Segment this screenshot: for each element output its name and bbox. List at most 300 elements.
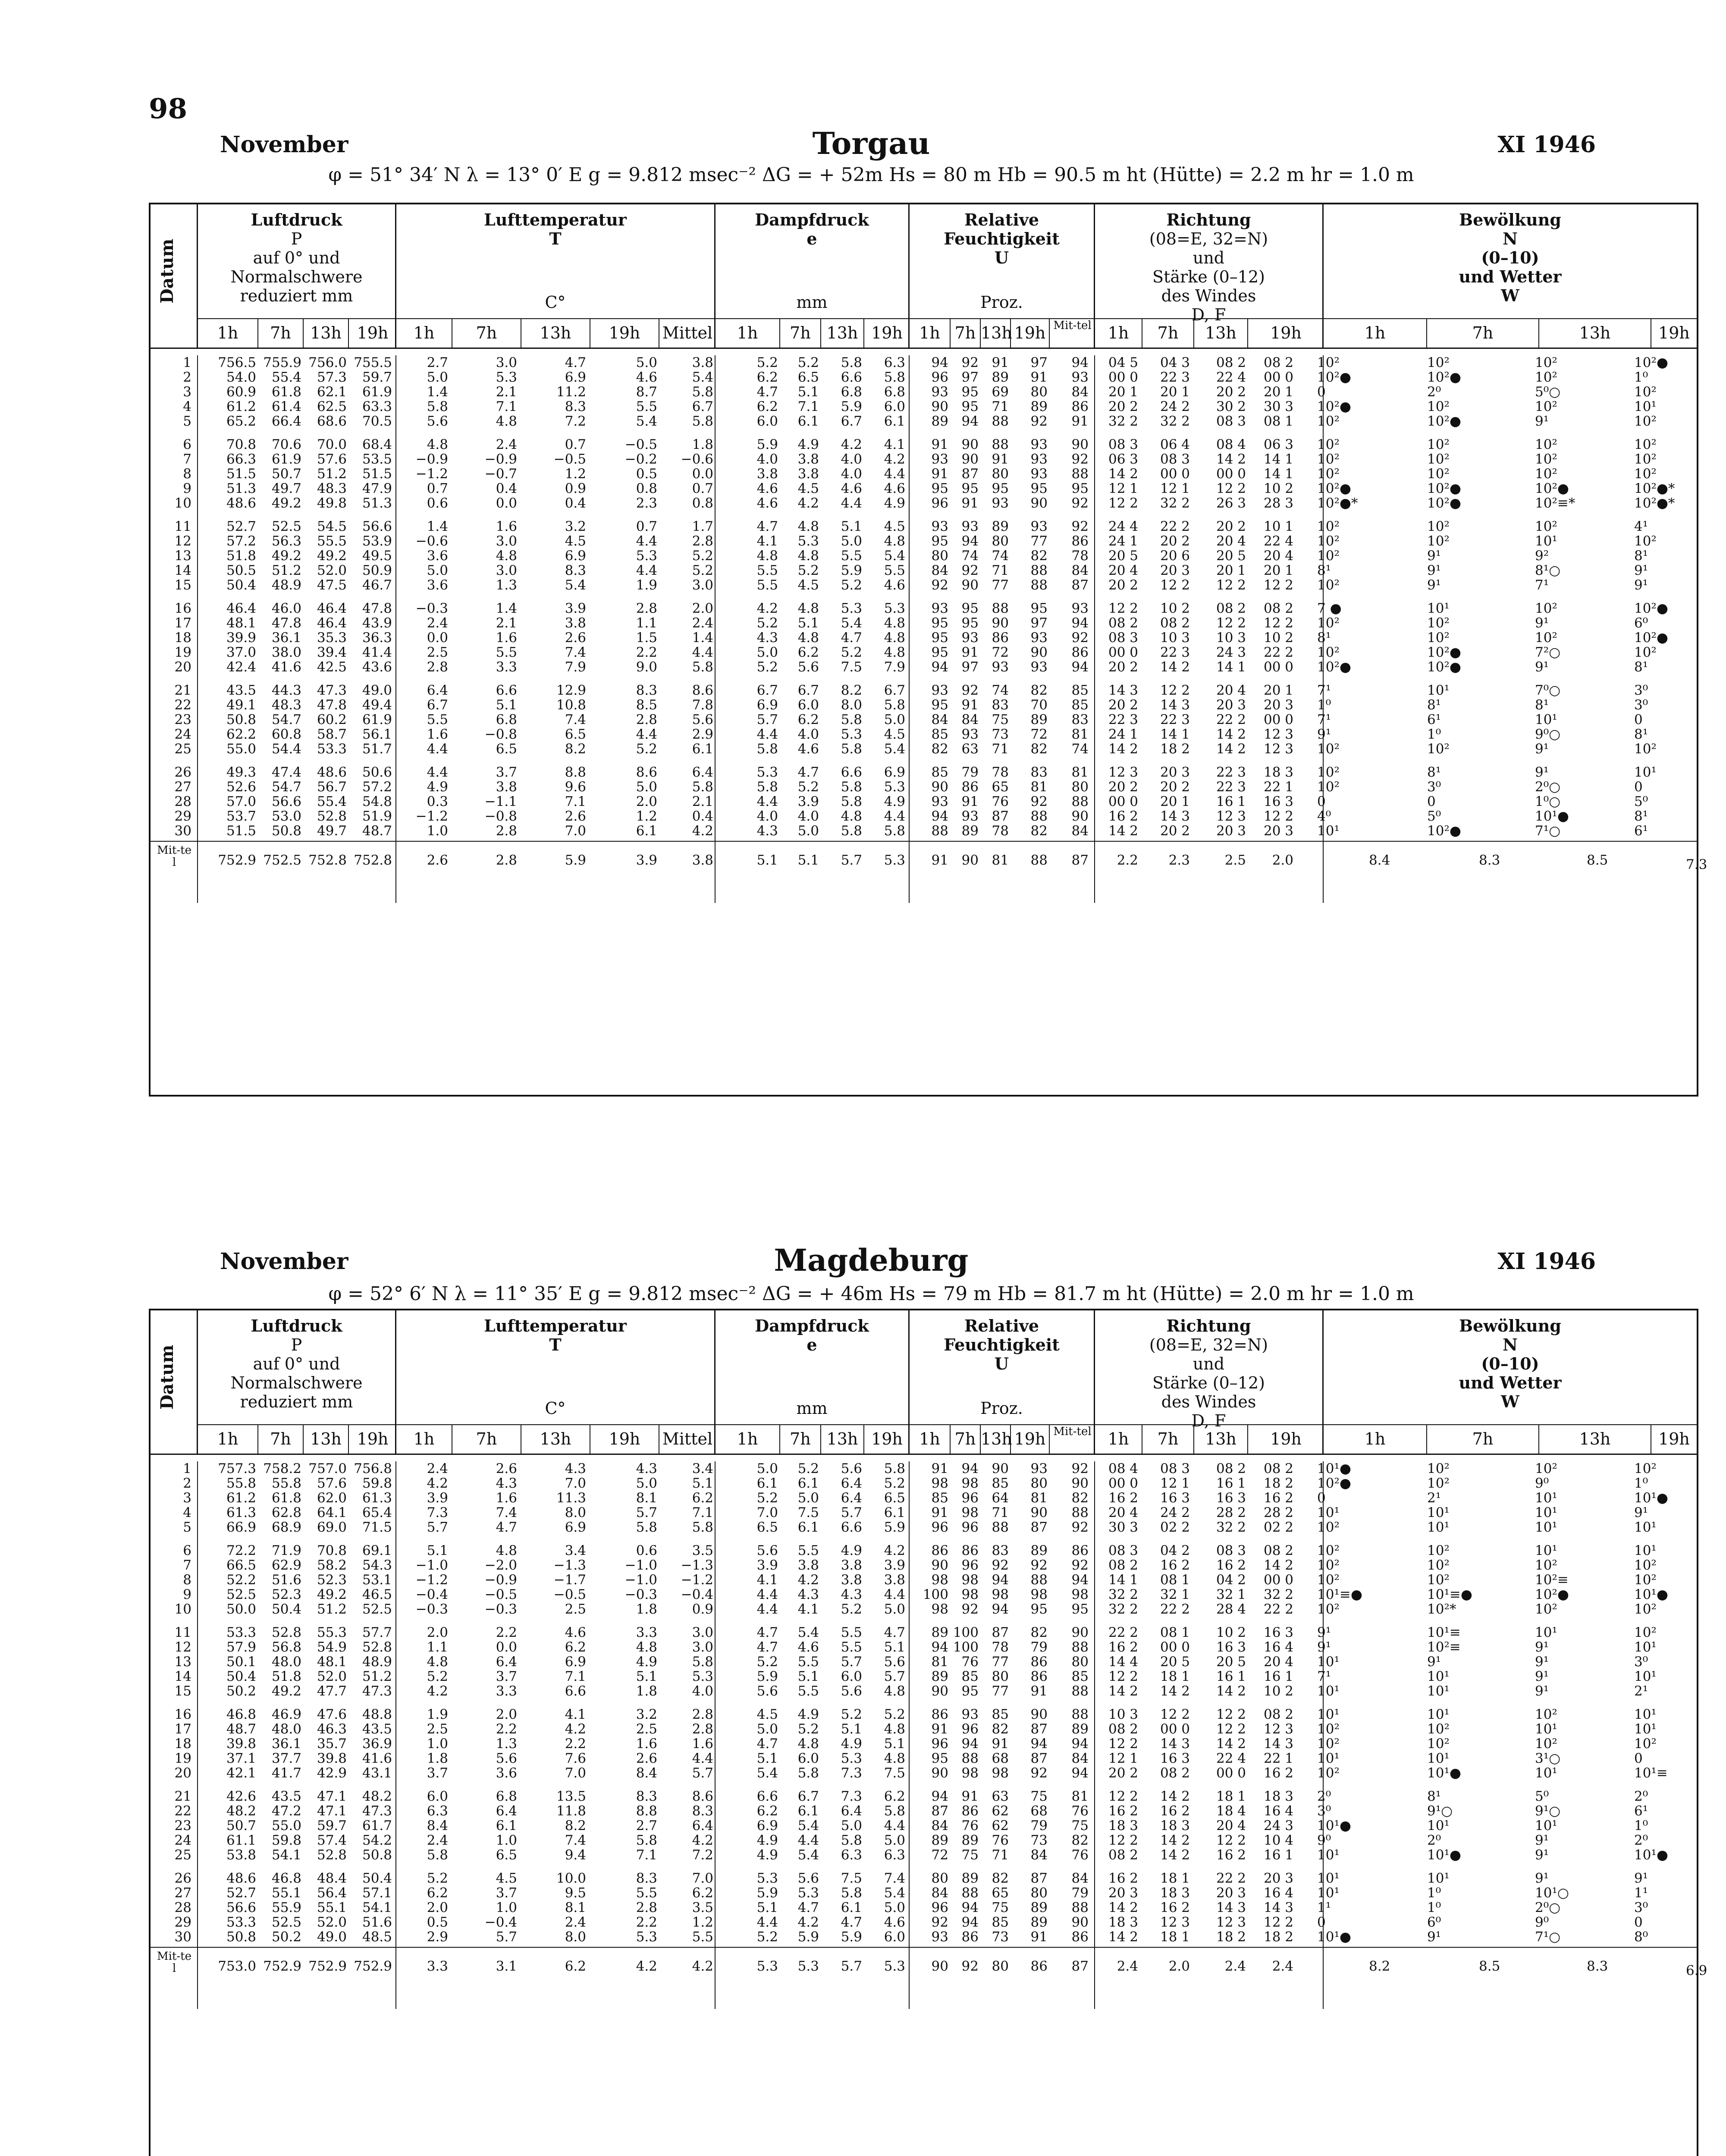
- table-cell: 10²: [1535, 1601, 1557, 1617]
- table-row: [151, 1684, 1697, 1698]
- table-cell: 9: [183, 1587, 191, 1602]
- table-cell: 20 3: [1263, 823, 1293, 839]
- table-cell: 18 2: [1263, 1929, 1293, 1945]
- table-cell: 85: [961, 1669, 979, 1684]
- table-cell: 2.4: [427, 1461, 448, 1476]
- table-cell: 94: [961, 533, 979, 549]
- hour-subheader: [1095, 318, 1322, 348]
- table-cell: 96: [961, 1557, 979, 1573]
- table-cell: 7.4: [565, 712, 586, 727]
- table-row: [151, 578, 1697, 592]
- table-cell: 3.9: [884, 1557, 905, 1573]
- table-cell: 95: [1071, 1601, 1089, 1617]
- table-cell: 7: [183, 451, 191, 467]
- table-cell: 10²●: [1317, 481, 1351, 496]
- table-cell: 3.8: [565, 615, 586, 631]
- table-cell: 10²●: [1427, 659, 1461, 675]
- table-cell: 5.6: [841, 1683, 862, 1699]
- table-cell: 80: [1030, 384, 1048, 400]
- table-cell: 6.7: [841, 414, 862, 429]
- table-cell: 2.8: [692, 533, 713, 549]
- table-cell: 91: [961, 794, 979, 809]
- luftdruck-header: [198, 204, 396, 348]
- table-cell: 17: [174, 615, 191, 631]
- table-cell: 82: [931, 741, 948, 757]
- table-cell: 6.9: [565, 370, 586, 385]
- table-cell: 91: [931, 1461, 948, 1476]
- table-cell: 5.3: [841, 601, 862, 616]
- table-row: [151, 1804, 1697, 1818]
- table-cell: 4.2: [427, 1683, 448, 1699]
- mean-cell: 6.9: [1686, 1963, 1707, 1978]
- table-cell: 8.4: [427, 1818, 448, 1833]
- table-cell: 10¹: [1535, 1625, 1557, 1640]
- table-cell: −0.9: [484, 451, 517, 467]
- table-cell: 10²: [1317, 765, 1340, 780]
- table-cell: 5.2: [756, 1490, 778, 1506]
- table-cell: 10: [174, 495, 191, 511]
- table-cell: 08 2: [1263, 1461, 1293, 1476]
- table-cell: 6.9: [756, 697, 778, 713]
- table-cell: 47.4: [271, 765, 301, 780]
- table-cell: 5.3: [841, 727, 862, 742]
- table-cell: 8: [183, 466, 191, 482]
- table-cell: 4.4: [692, 645, 713, 660]
- table-cell: 10¹●: [1427, 1765, 1461, 1781]
- table-cell: 12 2: [1216, 1721, 1246, 1737]
- table-cell: 90: [1071, 808, 1089, 824]
- table-cell: 18 3: [1160, 1818, 1190, 1833]
- table-row: [151, 1669, 1697, 1684]
- table-cell: 94: [1071, 1572, 1089, 1588]
- table-cell: 86: [1071, 533, 1089, 549]
- table-cell: 11.3: [556, 1490, 586, 1506]
- table-cell: 32 1: [1160, 1587, 1190, 1602]
- table-cell: 5.3: [797, 533, 819, 549]
- table-cell: 98: [931, 1572, 948, 1588]
- table-cell: 10¹: [1317, 1871, 1340, 1886]
- table-cell: 88: [1030, 563, 1048, 578]
- table-cell: 3.8: [692, 355, 713, 370]
- table-cell: 43.5: [362, 1721, 392, 1737]
- table-cell: 53.7: [226, 808, 256, 824]
- table-cell: 9¹○: [1535, 1803, 1561, 1819]
- table-cell: 43.5: [226, 683, 256, 698]
- table-cell: 85: [992, 1915, 1009, 1930]
- table-row: [151, 645, 1697, 660]
- table-cell: 55.9: [271, 1900, 301, 1915]
- table-cell: 9¹: [1535, 414, 1549, 429]
- table-cell: 12 2: [1216, 577, 1246, 593]
- table-cell: 5.8: [884, 823, 905, 839]
- table-cell: 46.8: [271, 1871, 301, 1886]
- table-cell: 57.2: [226, 533, 256, 549]
- table-cell: 2.8: [636, 1900, 657, 1915]
- table-cell: 14 2: [1216, 1736, 1246, 1752]
- table-cell: 5.4: [884, 1885, 905, 1901]
- table-cell: 1⁰: [1634, 1818, 1648, 1833]
- table-cell: 10²: [1634, 1736, 1657, 1752]
- hour-label: 19h: [590, 1425, 659, 1454]
- table-cell: 14 2: [1108, 466, 1138, 482]
- table-cell: 08 4: [1108, 1461, 1138, 1476]
- table-cell: 4.8: [841, 808, 862, 824]
- table-cell: 9¹: [1535, 1871, 1549, 1886]
- table-cell: 47.3: [317, 683, 347, 698]
- table-cell: 58.7: [317, 727, 347, 742]
- table-cell: 3.7: [427, 1765, 448, 1781]
- table-cell: 44.3: [271, 683, 301, 698]
- table-row: [151, 1625, 1697, 1640]
- table-cell: 85: [1071, 1669, 1089, 1684]
- table-cell: 2.8: [692, 1707, 713, 1722]
- table-cell: 4.6: [841, 481, 862, 496]
- table-cell: 49.0: [317, 1929, 347, 1945]
- table-cell: 3.3: [496, 1683, 517, 1699]
- table-cell: 22 4: [1216, 1751, 1246, 1766]
- table-cell: 6.2: [692, 1885, 713, 1901]
- table-cell: 78: [992, 765, 1009, 780]
- table-cell: 87: [1071, 577, 1089, 593]
- table-cell: 6.4: [427, 683, 448, 698]
- table-cell: 9¹: [1535, 1669, 1549, 1684]
- table-cell: 00 0: [1160, 1721, 1190, 1737]
- table-cell: 5.3: [496, 370, 517, 385]
- table-cell: 76: [1071, 1803, 1089, 1819]
- table-cell: 11: [174, 1625, 191, 1640]
- table-cell: 4.1: [884, 437, 905, 452]
- table-cell: 6.5: [496, 741, 517, 757]
- table-cell: 5.6: [797, 659, 819, 675]
- table-cell: 18 1: [1160, 1929, 1190, 1945]
- table-cell: 74: [992, 548, 1009, 564]
- table-cell: 10²●: [1317, 399, 1351, 414]
- table-cell: 4.8: [884, 630, 905, 646]
- table-cell: 6.6: [756, 1789, 778, 1804]
- table-cell: 20 3: [1263, 697, 1293, 713]
- table-cell: 7.3: [841, 1789, 862, 1804]
- table-cell: 93: [1030, 437, 1048, 452]
- table-cell: 5.5: [841, 548, 862, 564]
- table-cell: 16 3: [1160, 1490, 1190, 1506]
- table-cell: 92: [1071, 630, 1089, 646]
- table-cell: 5.4: [841, 615, 862, 631]
- table-cell: 14 1: [1160, 727, 1190, 742]
- table-cell: 9¹: [1427, 548, 1441, 564]
- table-cell: 78: [992, 823, 1009, 839]
- table-cell: 4.3: [756, 823, 778, 839]
- table-cell: 08 3: [1108, 437, 1138, 452]
- table-cell: 16 3: [1263, 1625, 1293, 1640]
- table-cell: 20 1: [1263, 384, 1293, 400]
- mean-cell: Mit-tel: [157, 844, 192, 869]
- table-cell: 56.6: [271, 794, 301, 809]
- table-cell: 5.5: [841, 1639, 862, 1655]
- table-cell: 4.6: [565, 1625, 586, 1640]
- table-cell: 10¹: [1535, 712, 1557, 727]
- hour-label: 19h: [1270, 1429, 1302, 1448]
- table-cell: 10¹: [1427, 683, 1450, 698]
- hour-label: 19h: [1011, 1425, 1050, 1454]
- table-cell: 10²●: [1634, 630, 1668, 646]
- table-cell: 6.8: [884, 384, 905, 400]
- table-cell: 55.5: [317, 533, 347, 549]
- table-cell: 9¹: [1427, 563, 1441, 578]
- table-cell: 2: [183, 370, 191, 385]
- table-cell: 26 3: [1216, 495, 1246, 511]
- table-cell: 3.8: [797, 1557, 819, 1573]
- table-cell: 36.1: [271, 1736, 301, 1752]
- wind-header: [1095, 1310, 1324, 1454]
- table-cell: 4.7: [496, 1520, 517, 1535]
- table-cell: −1.2: [415, 466, 448, 482]
- table-cell: 4.7: [797, 1900, 819, 1915]
- table-cell: 80: [992, 466, 1009, 482]
- table-cell: 5.7: [841, 1654, 862, 1670]
- table-cell: 19: [174, 1751, 191, 1766]
- table-cell: 6.2: [756, 370, 778, 385]
- table-cell: −0.5: [553, 451, 586, 467]
- table-cell: 52.0: [317, 1669, 347, 1684]
- table-cell: 08 3: [1160, 1461, 1190, 1476]
- table-cell: 91: [931, 437, 948, 452]
- hour-label: 1h: [716, 319, 780, 348]
- table-cell: 10²: [1317, 466, 1340, 482]
- table-cell: 13.5: [556, 1789, 586, 1804]
- table-cell: 5.5: [797, 1683, 819, 1699]
- table-row: [151, 712, 1697, 727]
- table-cell: 52.7: [226, 519, 256, 534]
- table-cell: 1⁰○: [1535, 794, 1561, 809]
- table-cell: 66.9: [226, 1520, 256, 1535]
- table-cell: 12 2: [1108, 1789, 1138, 1804]
- table-cell: 5.6: [427, 414, 448, 429]
- table-cell: 10 1: [1263, 519, 1293, 534]
- table-cell: 7.6: [565, 1751, 586, 1766]
- table-cell: 54.1: [362, 1900, 392, 1915]
- table-cell: 8.1: [565, 1900, 586, 1915]
- table-cell: 9¹: [1317, 1625, 1331, 1640]
- table-cell: 28: [174, 1900, 191, 1915]
- table-cell: 14 2: [1160, 1833, 1190, 1848]
- table-cell: 20 1: [1263, 563, 1293, 578]
- station-name: Magdeburg: [774, 1242, 969, 1278]
- hour-label: 1h: [1324, 319, 1427, 348]
- table-cell: 14 2: [1216, 727, 1246, 742]
- hour-label: 1h: [1095, 1425, 1142, 1454]
- table-cell: 4.8: [797, 519, 819, 534]
- table-cell: 14 2: [1263, 1557, 1293, 1573]
- table-cell: 1.2: [636, 808, 657, 824]
- table-cell: 95: [931, 630, 948, 646]
- table-cell: 98: [992, 1587, 1009, 1602]
- table-cell: 76: [992, 794, 1009, 809]
- station-name: Torgau: [812, 125, 930, 161]
- table-cell: 7.5: [797, 1505, 819, 1520]
- table-row: [151, 1886, 1697, 1900]
- table-cell: 95: [931, 697, 948, 713]
- table-cell: 10¹: [1535, 1543, 1557, 1558]
- table-cell: 5: [183, 1520, 191, 1535]
- table-cell: 4.7: [841, 1915, 862, 1930]
- table-cell: 4.9: [797, 1707, 819, 1722]
- table-cell: 82: [1071, 1833, 1089, 1848]
- table-cell: 4.0: [841, 451, 862, 467]
- table-cell: 90: [992, 1461, 1009, 1476]
- table-cell: 5.0: [797, 1490, 819, 1506]
- table-cell: 93: [1030, 466, 1048, 482]
- table-cell: 32 2: [1160, 495, 1190, 511]
- table-cell: 5.8: [692, 384, 713, 400]
- table-cell: 10 4: [1263, 1833, 1293, 1848]
- table-cell: 93: [961, 519, 979, 534]
- table-cell: 75: [961, 1847, 979, 1863]
- table-cell: 94: [931, 1789, 948, 1804]
- mean-cell: 87: [1071, 852, 1089, 868]
- table-cell: 48.9: [362, 1654, 392, 1670]
- table-cell: 2.5: [636, 1721, 657, 1737]
- table-cell: 100: [923, 1587, 948, 1602]
- table-cell: 48.6: [317, 765, 347, 780]
- table-cell: 755.9: [263, 355, 301, 370]
- table-cell: 87: [931, 1803, 948, 1819]
- table-cell: 6.1: [884, 414, 905, 429]
- bewoelkung-header: [1324, 204, 1697, 348]
- table-cell: 1.2: [692, 1915, 713, 1930]
- table-row: [151, 1476, 1697, 1491]
- table-cell: 16 3: [1263, 794, 1293, 809]
- table-cell: 6.6: [841, 765, 862, 780]
- mean-cell: Mit-tel: [157, 1950, 192, 1975]
- table-cell: 5.9: [756, 1885, 778, 1901]
- table-cell: 52.8: [271, 1625, 301, 1640]
- mean-cell: 752.9: [263, 1959, 301, 1974]
- mean-cell: 90: [961, 852, 979, 868]
- table-cell: 5.0: [636, 779, 657, 795]
- table-cell: 8¹: [1427, 765, 1441, 780]
- table-cell: 2.0: [496, 1707, 517, 1722]
- table-cell: 4.7: [756, 1736, 778, 1752]
- mean-cell: 2.3: [1168, 852, 1190, 868]
- table-cell: 10²: [1317, 1557, 1340, 1573]
- table-cell: 3.8: [884, 1572, 905, 1588]
- table-cell: 12 2: [1216, 481, 1246, 496]
- table-cell: 82: [1030, 1625, 1048, 1640]
- table-cell: 6.1: [797, 1520, 819, 1535]
- table-cell: 3.8: [797, 466, 819, 482]
- table-cell: 755.5: [354, 355, 392, 370]
- table-cell: 8.3: [565, 563, 586, 578]
- table-cell: 7.1: [797, 399, 819, 414]
- table-cell: 52.5: [271, 1915, 301, 1930]
- table-cell: 18: [174, 630, 191, 646]
- table-cell: 8.8: [565, 765, 586, 780]
- table-cell: 80: [1030, 1476, 1048, 1491]
- table-cell: 4.8: [884, 1721, 905, 1737]
- table-cell: 1.9: [427, 1707, 448, 1722]
- table-cell: 4.4: [756, 1587, 778, 1602]
- table-cell: 10²: [1317, 355, 1340, 370]
- table-cell: 6.6: [565, 1683, 586, 1699]
- table-cell: 2.4: [427, 615, 448, 631]
- table-cell: 16 2: [1216, 1557, 1246, 1573]
- table-cell: 52.5: [271, 519, 301, 534]
- table-cell: 9⁰○: [1535, 727, 1561, 742]
- table-cell: 90: [1030, 1505, 1048, 1520]
- table-cell: 10²: [1427, 1461, 1450, 1476]
- table-cell: 10¹: [1634, 1721, 1657, 1737]
- table-cell: 51.6: [271, 1572, 301, 1588]
- table-cell: 13: [174, 1654, 191, 1670]
- table-cell: 2.4: [427, 1833, 448, 1848]
- table-cell: 10²: [1427, 519, 1450, 534]
- table-cell: 10²: [1535, 1557, 1557, 1573]
- table-cell: 20 5: [1216, 548, 1246, 564]
- data-table-torgau: [149, 203, 1707, 1097]
- table-cell: 82: [992, 1721, 1009, 1737]
- table-cell: 91: [961, 1789, 979, 1804]
- table-cell: 4.9: [427, 779, 448, 795]
- table-cell: 9⁰: [1535, 1915, 1549, 1930]
- table-cell: 91: [931, 1721, 948, 1737]
- table-cell: 4.7: [756, 384, 778, 400]
- mean-cell: 752.5: [263, 852, 301, 868]
- table-cell: 5.8: [636, 1833, 657, 1848]
- table-cell: 88: [1071, 1683, 1089, 1699]
- table-cell: 1⁰: [1427, 1900, 1441, 1915]
- table-cell: 76: [961, 1818, 979, 1833]
- table-cell: 4.8: [636, 1639, 657, 1655]
- mean-cell: 5.1: [797, 852, 819, 868]
- table-cell: 10²: [1317, 779, 1340, 795]
- table-cell: 22 3: [1160, 712, 1190, 727]
- table-cell: 5.0: [797, 823, 819, 839]
- section-header-magdeburg: [147, 1242, 1596, 1279]
- table-cell: 2⁰○: [1535, 1900, 1561, 1915]
- hour-label: 13h: [304, 1425, 349, 1454]
- table-cell: 0.0: [427, 630, 448, 646]
- table-cell: 61.8: [271, 384, 301, 400]
- table-cell: 5.4: [797, 1625, 819, 1640]
- table-cell: 8¹: [1634, 808, 1648, 824]
- table-cell: 55.1: [317, 1900, 347, 1915]
- table-cell: 0.0: [496, 1639, 517, 1655]
- table-cell: 8¹: [1317, 630, 1331, 646]
- table-cell: 7.4: [884, 1871, 905, 1886]
- table-cell: 87: [961, 466, 979, 482]
- table-cell: 5.5: [692, 1929, 713, 1945]
- table-cell: 14 2: [1160, 659, 1190, 675]
- table-cell: 8¹: [1634, 727, 1648, 742]
- table-cell: 83: [1030, 765, 1048, 780]
- mean-cell: 2.4: [1117, 1959, 1138, 1974]
- table-cell: 6.0: [427, 1789, 448, 1804]
- table-cell: 4.9: [756, 1847, 778, 1863]
- table-cell: 32 2: [1108, 414, 1138, 429]
- table-cell: 1.1: [427, 1639, 448, 1655]
- table-cell: 0: [1634, 1915, 1643, 1930]
- table-cell: 12 3: [1160, 1915, 1190, 1930]
- table-cell: 7²○: [1535, 645, 1561, 660]
- hour-label: 1h: [396, 319, 452, 348]
- table-cell: 0.3: [427, 794, 448, 809]
- table-cell: 2⁰: [1634, 1789, 1648, 1804]
- table-cell: 8.3: [636, 1789, 657, 1804]
- table-cell: 98: [961, 1505, 979, 1520]
- table-cell: 1.0: [496, 1833, 517, 1848]
- table-cell: 4.4: [756, 1601, 778, 1617]
- table-cell: 756.5: [218, 355, 256, 370]
